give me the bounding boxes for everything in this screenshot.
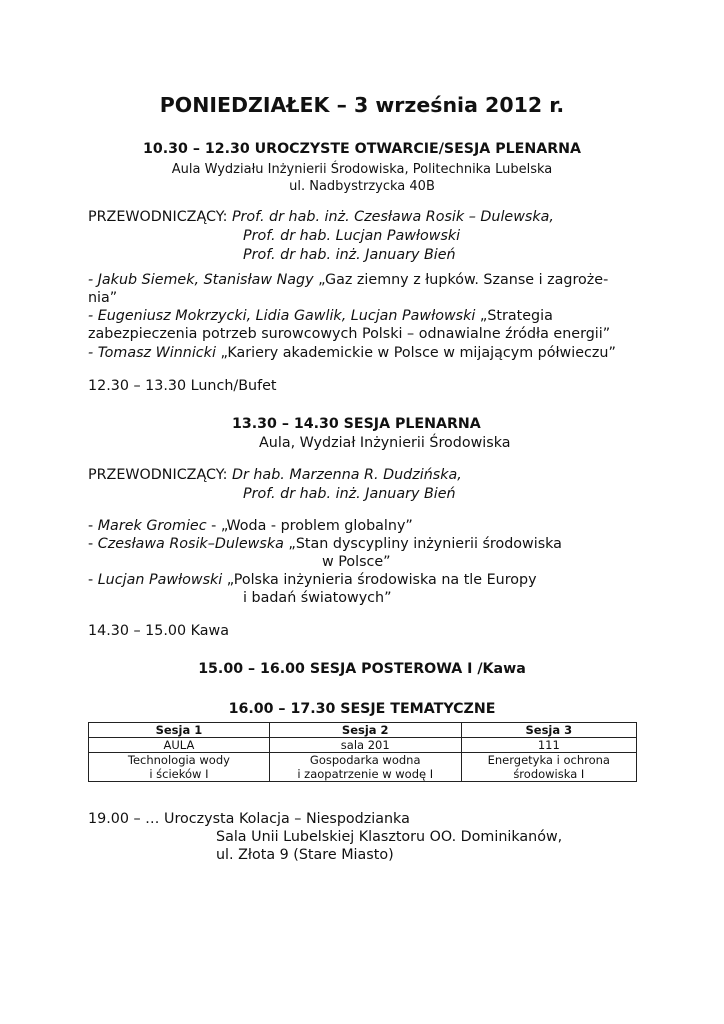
session-topic-line: Energetyka i ochrona <box>487 753 610 767</box>
session-name: Sesja 1 <box>89 723 270 738</box>
talk-authors: Marek Gromiec <box>97 518 207 534</box>
talk-item <box>88 572 537 588</box>
lunch-break: 12.30 – 13.30 Lunch/Bufet <box>88 378 277 394</box>
thematic-sessions-heading: 16.00 – 17.30 SESJE TEMATYCZNE <box>228 701 496 717</box>
talk-item <box>88 518 413 534</box>
talk-item <box>88 308 553 324</box>
chair-name: Dr hab. Marzenna R. Dudzińska, <box>231 467 462 483</box>
talk-item <box>88 345 616 361</box>
talk-item <box>88 272 608 288</box>
session-room: AULA <box>89 738 270 753</box>
talk-title: „Stan dyscypliny inżynierii środowiska <box>283 536 562 552</box>
talk-title-continued: zabezpieczenia potrzeb surowcowych Polski – odnawialne źródła energii” <box>88 326 611 342</box>
table-row <box>89 723 637 738</box>
session-room: 111 <box>461 738 636 753</box>
chairs-line-1 <box>88 209 554 225</box>
dinner-address: ul. Złota 9 (Stare Miasto) <box>216 847 394 863</box>
chair-name: Prof. dr hab. inż. January Bień <box>243 486 456 502</box>
poster-session-heading: 15.00 – 16.00 SESJA POSTEROWA I /Kawa <box>198 661 526 677</box>
talk-authors: Czesława Rosik–Dulewska <box>97 536 284 552</box>
talk-title: - „Woda - problem globalny” <box>206 518 413 534</box>
session-name: Sesja 3 <box>461 723 636 738</box>
talk-dash: - <box>88 518 98 534</box>
talk-authors: Lucjan Pawłowski <box>97 572 223 588</box>
talk-authors: - Jakub Siemek, Stanisław Nagy <box>88 272 319 288</box>
talk-dash: - <box>88 536 98 552</box>
session-plenary-heading: 13.30 – 14.30 SESJA PLENARNA <box>232 416 481 432</box>
sessions-table <box>88 722 637 782</box>
session-topic-line: Gospodarka wodna <box>309 753 421 767</box>
chair-name: Prof. dr hab. inż. January Bień <box>243 247 456 263</box>
chair-name: Prof. dr hab. Lucjan Pawłowski <box>243 228 461 244</box>
session-topic-line: i zaopatrzenie w wodę I <box>297 767 434 781</box>
session-topic-line: środowiska I <box>513 767 585 781</box>
talk-title: „Kariery akademickie w Polsce w mijającym półwieczu” <box>220 345 616 361</box>
dinner-line: 19.00 – … Uroczysta Kolacja – Niespodzianka <box>88 811 410 827</box>
coffee-break: 14.30 – 15.00 Kawa <box>88 623 229 639</box>
talk-dash: - <box>88 572 98 588</box>
chairs-label: PRZEWODNICZĄCY: <box>88 209 232 225</box>
talk-title: „Strategia <box>479 308 553 324</box>
session-plenary-venue: Aula, Wydział Inżynierii Środowiska <box>259 435 511 451</box>
session-opening-heading: 10.30 – 12.30 UROCZYSTE OTWARCIE/SESJA PLENARNA <box>143 141 581 157</box>
talk-item <box>88 536 562 552</box>
table-row <box>89 753 637 782</box>
session-topic <box>269 753 461 782</box>
dinner-venue: Sala Unii Lubelskiej Klasztoru OO. Dominikanów, <box>216 829 563 845</box>
chairs-line-1 <box>88 467 462 483</box>
talk-authors: - Tomasz Winnicki <box>88 345 221 361</box>
talk-title-continued: w Polsce” <box>322 554 391 570</box>
chairs-label: PRZEWODNICZĄCY: <box>88 467 232 483</box>
session-opening-address: ul. Nadbystrzycka 40B <box>289 179 435 194</box>
session-topic <box>89 753 270 782</box>
chair-name: Prof. dr hab. inż. Czesława Rosik – Dulewska, <box>231 209 554 225</box>
talk-title-continued: i badań światowych” <box>243 590 392 606</box>
session-room: sala 201 <box>269 738 461 753</box>
session-topic <box>461 753 636 782</box>
session-opening-venue: Aula Wydziału Inżynierii Środowiska, Politechnika Lubelska <box>171 162 553 177</box>
talk-title: „Gaz ziemny z łupków. Szanse i zagroże- <box>318 272 609 288</box>
talk-authors: - Eugeniusz Mokrzycki, Lidia Gawlik, Lucjan Pawłowski <box>88 308 480 324</box>
page-title: PONIEDZIAŁEK – 3 września 2012 r. <box>159 93 565 117</box>
talk-title: „Polska inżynieria środowiska na tle Europy <box>222 572 537 588</box>
session-topic-line: i ścieków I <box>149 767 209 781</box>
talk-title-continued: nia” <box>88 290 118 306</box>
table-row <box>89 738 637 753</box>
session-topic-line: Technologia wody <box>127 753 230 767</box>
session-name: Sesja 2 <box>269 723 461 738</box>
